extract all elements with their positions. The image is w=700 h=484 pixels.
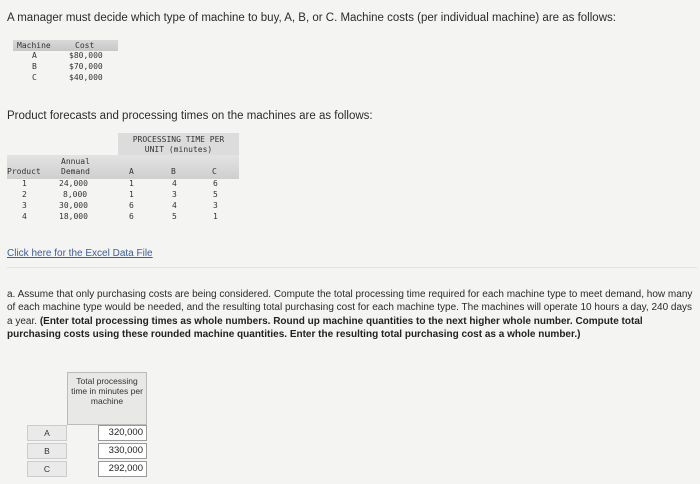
processing-time-input-c[interactable]: 292,000 [98, 461, 147, 477]
time-b: 5 [172, 212, 177, 221]
table-row [7, 190, 239, 201]
intro-text: A manager must decide which type of machine to buy, A, B, or C. Machine costs (per individual machine) are as follows: [7, 12, 616, 24]
annual-demand: 8,000 [63, 190, 88, 199]
machine-label: B [32, 62, 37, 71]
time-a: 1 [129, 179, 134, 188]
group-header-line: PROCESSING TIME PER [132, 135, 225, 144]
time-b: 4 [172, 179, 177, 188]
table-row [13, 51, 118, 62]
table-row [13, 73, 118, 84]
machine-label: A [32, 51, 37, 60]
processing-table-header [7, 155, 239, 179]
cost-table-header [13, 40, 118, 51]
annual-demand: 30,000 [59, 201, 88, 210]
time-c: 1 [213, 212, 218, 221]
machine-a-header: A [129, 167, 134, 176]
machine-label: A [27, 425, 67, 441]
machine-header: Machine [17, 41, 51, 50]
cost-header: Cost [75, 41, 95, 50]
machine-cost: $80,000 [69, 51, 103, 60]
machine-cost: $70,000 [69, 62, 103, 71]
product-number: 2 [22, 190, 27, 199]
machine-label: C [32, 73, 37, 82]
answer-column-header: Total processing time in minutes per machine [67, 372, 147, 425]
annual-demand: 18,000 [59, 212, 88, 221]
time-b: 3 [172, 190, 177, 199]
machine-cost: $40,000 [69, 73, 103, 82]
machine-b-header: B [171, 167, 176, 176]
answer-table [27, 372, 147, 477]
machine-label: C [27, 461, 67, 477]
group-header-line: UNIT (minutes) [144, 145, 213, 154]
time-a: 6 [129, 212, 134, 221]
processing-time-input-b[interactable]: 330,000 [98, 443, 147, 459]
table-row [13, 62, 118, 73]
excel-data-file-link[interactable]: Click here for the Excel Data File [7, 248, 153, 259]
question-instructions: a. Assume that only purchasing costs are being considered. Compute the total processing time required for each machine type to meet demand, how many of each machine type would be needed, and the resulting total purchasing cost for each machine type. The machines will operate 10 hours a day, 240 days a year. [7, 289, 693, 327]
processing-time-input-a[interactable]: 320,000 [98, 425, 147, 441]
time-c: 5 [213, 190, 218, 199]
time-c: 6 [213, 179, 218, 188]
table-row [7, 201, 239, 212]
demand-header: Demand [61, 167, 90, 176]
product-number: 3 [22, 201, 27, 210]
header-background [7, 155, 239, 179]
time-c: 3 [213, 201, 218, 210]
time-a: 1 [129, 190, 134, 199]
demand-header: Annual [61, 157, 90, 166]
time-a: 6 [129, 201, 134, 210]
annual-demand: 24,000 [59, 179, 88, 188]
processing-time-table [7, 133, 239, 223]
product-number: 4 [22, 212, 27, 221]
table-row [7, 179, 239, 190]
question-entry-rules: (Enter total processing times as whole numbers. Round up machine quantities to the next higher whole number. Compute total purchasing costs using these rounded machine quantities. Enter the resulting total purchasing cost as a whole number.) [7, 315, 643, 341]
divider [7, 267, 697, 268]
machine-label: B [27, 443, 67, 459]
machine-cost-table [13, 40, 118, 84]
section-heading: Product forecasts and processing times on the machines are as follows: [7, 110, 373, 122]
question-text [7, 288, 695, 342]
product-number: 1 [22, 179, 27, 188]
time-b: 4 [172, 201, 177, 210]
table-row [7, 212, 239, 223]
product-header: Product [7, 167, 41, 176]
machine-c-header: C [212, 167, 217, 176]
